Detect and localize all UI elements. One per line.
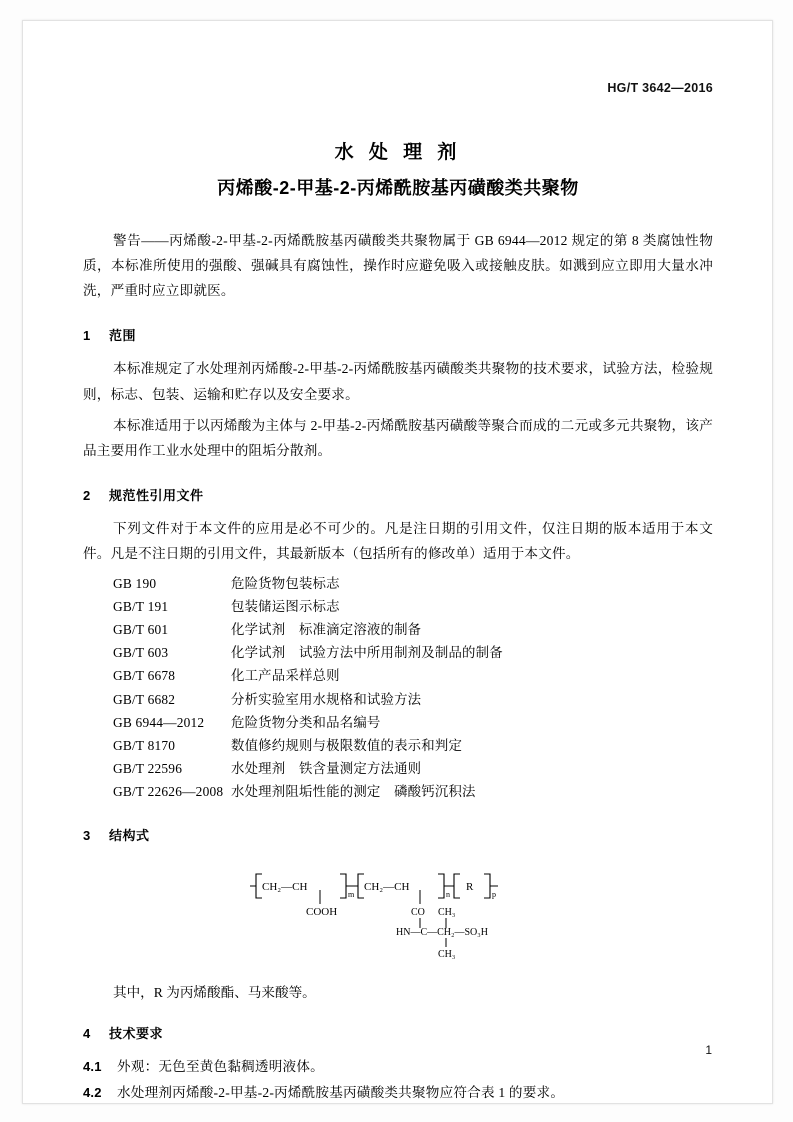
reference-title: 包装储运图示标志 — [231, 599, 340, 615]
section-title-3: 结构式 — [109, 827, 150, 843]
reference-code: GB/T 191 — [113, 599, 169, 615]
requirement-item-41 — [83, 1054, 713, 1081]
list-item — [83, 641, 713, 664]
requirement-number: 4.2 — [83, 1085, 102, 1101]
list-item — [83, 711, 713, 734]
normative-reference-list — [83, 572, 713, 802]
reference-code: GB/T 603 — [113, 645, 169, 661]
section-title-2: 规范性引用文件 — [109, 487, 204, 503]
reference-code: GB/T 22626—2008 — [113, 783, 224, 799]
section-1-paragraph-2: 本标准适用于以丙烯酸为主体与 2-甲基-2-丙烯酰胺基丙磺酸等聚合而成的二元或多元共聚物，该产品主要用作工业水处理中的阻垢分散剂。 — [83, 417, 713, 458]
reference-title: 危险货物包装标志 — [231, 576, 340, 592]
formula-branch-hn: HN—C—CH₂—SO₃H — [396, 926, 488, 938]
formula-branch-ch3-bottom: CH₃ — [438, 948, 456, 960]
list-item — [83, 572, 713, 595]
requirement-text: 外观：无色至黄色黏稠透明液体。 — [117, 1058, 324, 1074]
section-2-paragraph-1: 下列文件对于本文件的应用是必不可少的。凡是注日期的引用文件，仅注日期的版本适用于本文件。凡是不注日期的引用文件，其最新版本（包括所有的修改单）适用于本文件。 — [83, 520, 713, 562]
reference-title: 数值修约规则与极限数值的表示和判定 — [231, 737, 463, 753]
requirement-text: 水处理剂丙烯酸-2-甲基-2-丙烯酰胺基丙磺酸类共聚物应符合表 1 的要求。 — [117, 1085, 565, 1101]
reference-code: GB/T 6682 — [113, 691, 176, 707]
formula-seg2-sub: n — [446, 889, 450, 899]
reference-title: 分析实验室用水规格和试验方法 — [231, 691, 422, 707]
document-title-main: 水 处 理 剂 — [334, 142, 462, 163]
section-number-1: 1 — [83, 328, 91, 344]
list-item — [83, 595, 713, 618]
reference-code: GB/T 8170 — [113, 737, 176, 753]
standard-code-header: HG/T 3642—2016 — [607, 81, 713, 95]
reference-code: GB/T 601 — [113, 622, 169, 638]
reference-title: 水处理剂 铁含量测定方法通则 — [231, 760, 422, 776]
formula-seg3-sub: p — [492, 889, 496, 899]
warning-paragraph: 警告——丙烯酸-2-甲基-2-丙烯酰胺基丙磺酸类共聚物属于 GB 6944—2012 规定的第 8 类腐蚀性物质，本标准所使用的强酸、强碱具有腐蚀性，操作时应避免吸入或接触皮肤。如溅到应立即用大量水冲洗，严重时应立即就医。 — [83, 233, 713, 299]
structural-formula — [83, 868, 713, 963]
page-sheet — [22, 20, 773, 1104]
section-heading-4 — [83, 1023, 713, 1042]
reference-code: GB 6944—2012 — [113, 714, 205, 730]
reference-code: GB/T 6678 — [113, 668, 176, 684]
reference-code: GB 190 — [113, 576, 157, 592]
list-item — [83, 664, 713, 687]
section-heading-3 — [83, 825, 713, 844]
reference-title: 危险货物分类和品名编号 — [231, 714, 381, 730]
list-item — [83, 780, 713, 803]
section-number-4: 4 — [83, 1025, 91, 1041]
formula-seg2: CH₂—CH — [364, 880, 410, 893]
reference-title: 化学试剂 试验方法中所用制剂及制品的制备 — [231, 645, 503, 661]
page-number: 1 — [705, 1043, 712, 1057]
structural-formula-svg — [248, 868, 548, 963]
section-number-3: 3 — [83, 827, 91, 843]
section-1-paragraph-1: 本标准规定了水处理剂丙烯酸-2-甲基-2-丙烯酰胺基丙磺酸类共聚物的技术要求，试验方法，检验规则，标志、包装、运输和贮存以及安全要求。 — [83, 361, 713, 402]
formula-seg3: R — [466, 880, 474, 893]
section-heading-2 — [83, 485, 713, 504]
list-item — [83, 734, 713, 757]
reference-title: 化工产品采样总则 — [231, 668, 340, 684]
list-item — [83, 618, 713, 641]
reference-title: 化学试剂 标准滴定溶液的制备 — [231, 622, 422, 638]
formula-branch-co: CO — [411, 906, 425, 918]
list-item — [83, 688, 713, 711]
section-title-4: 技术要求 — [109, 1025, 164, 1041]
section-heading-1 — [83, 325, 713, 344]
reference-title: 水处理剂阻垢性能的测定 磷酸钙沉积法 — [231, 783, 476, 799]
requirement-number: 4.1 — [83, 1058, 102, 1074]
formula-branch-ch3-top: CH₃ — [438, 906, 456, 918]
formula-seg1: CH₂—CH — [262, 880, 308, 893]
list-item — [83, 757, 713, 780]
document-title-sub: 丙烯酸-2-甲基-2-丙烯酰胺基丙磺酸类共聚物 — [217, 178, 579, 198]
page-content — [83, 81, 713, 1107]
reference-code: GB/T 22596 — [113, 760, 183, 776]
formula-seg1-sub: m — [348, 889, 355, 899]
requirement-item-42 — [83, 1080, 713, 1107]
section-number-2: 2 — [83, 487, 91, 503]
formula-note: 其中，R 为丙烯酸酯、马来酸等。 — [113, 984, 316, 1000]
section-title-1: 范围 — [109, 328, 137, 344]
formula-seg1-branch: COOH — [306, 905, 338, 918]
